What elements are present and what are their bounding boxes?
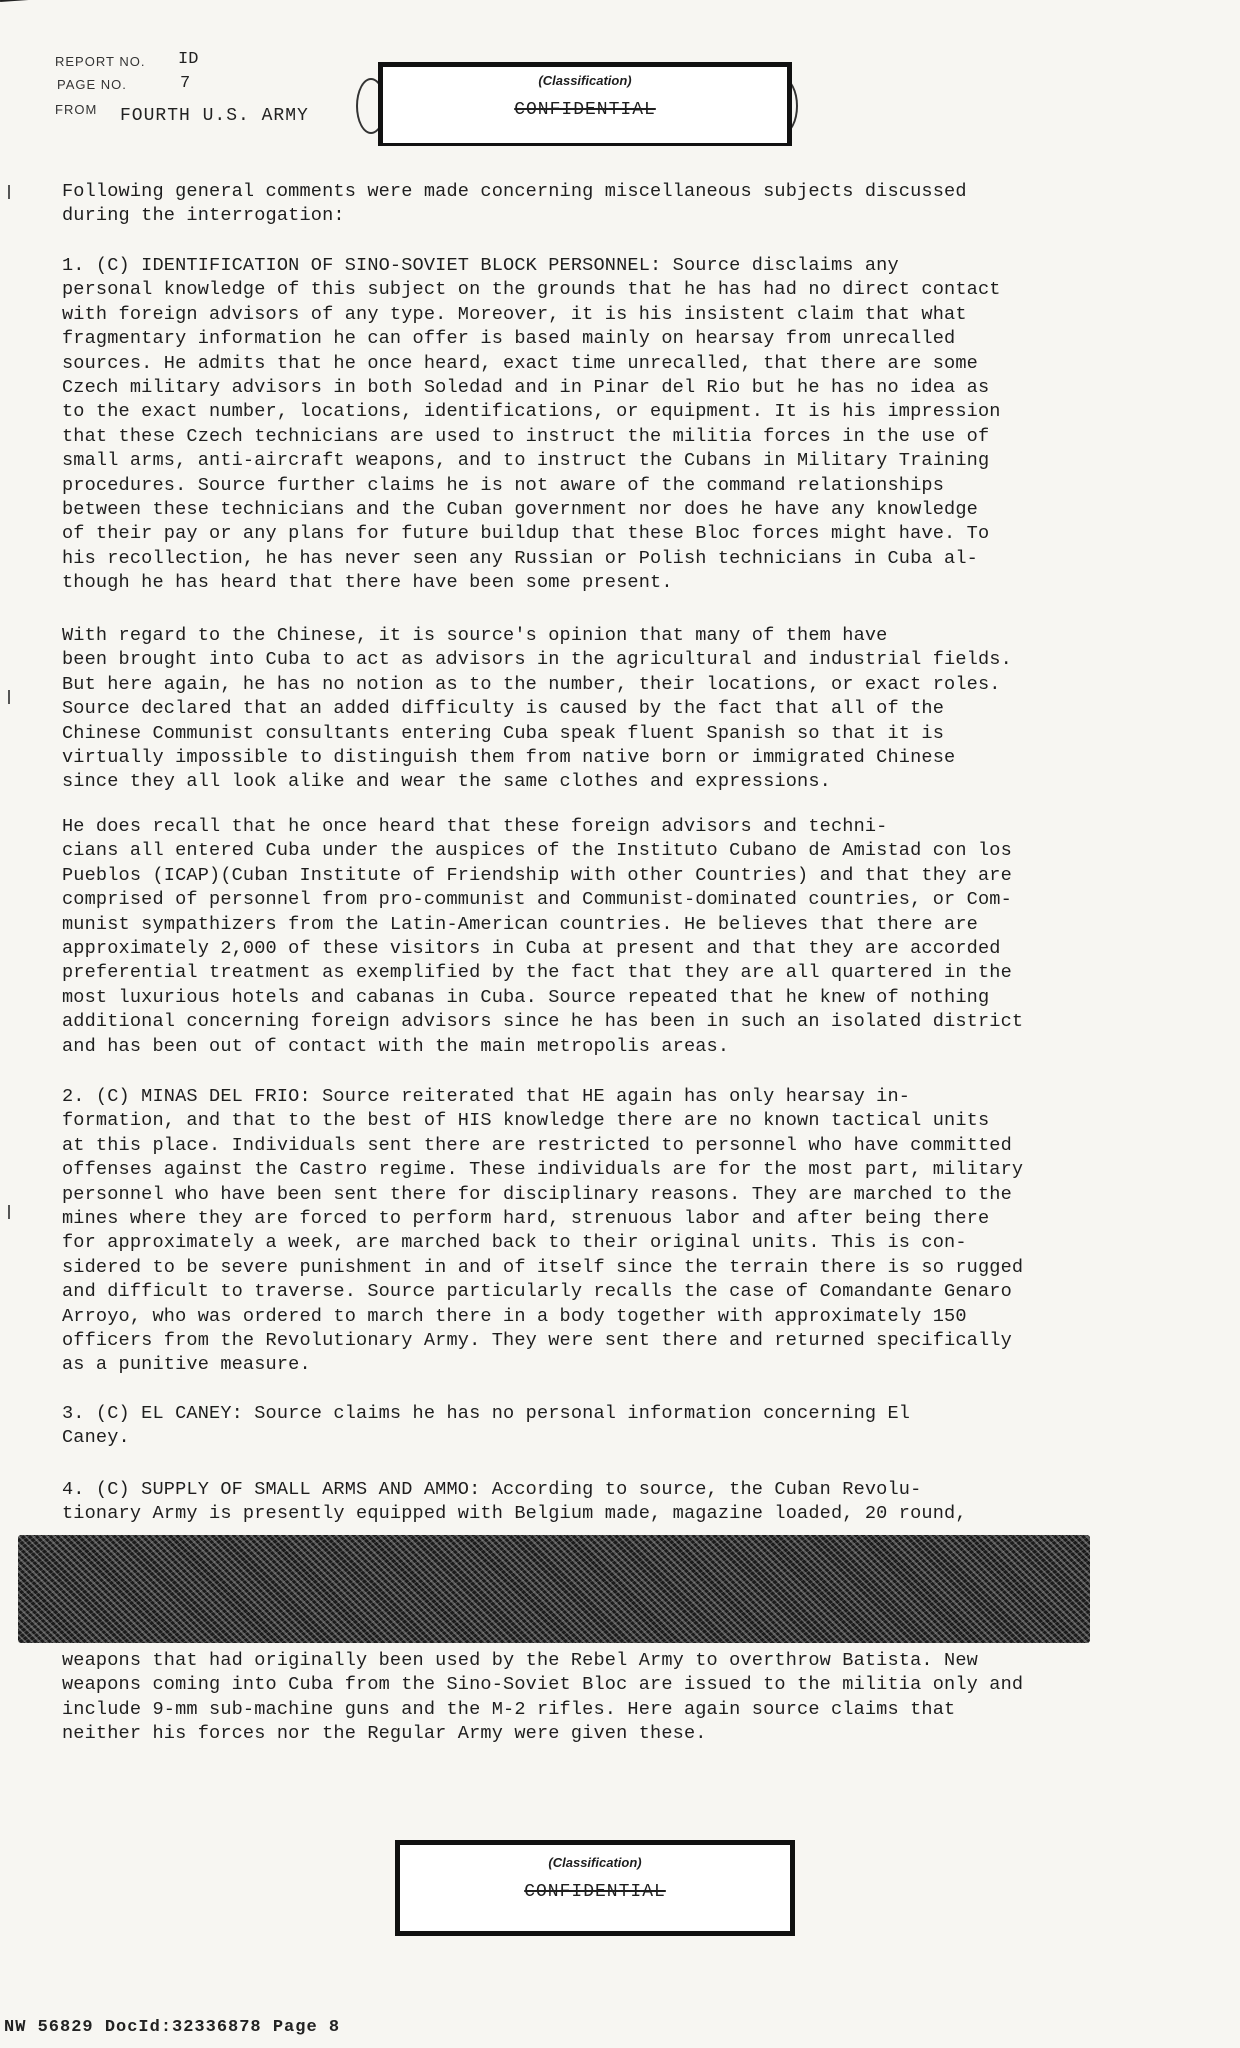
bottom-classification-box bbox=[395, 1840, 795, 1936]
classification-stamp: CONFIDENTIAL bbox=[514, 100, 656, 120]
report-no-label: REPORT NO. bbox=[55, 54, 146, 69]
section-3-paragraph: 3. (C) EL CANEY: Source claims he has no personal information concerning El Caney. bbox=[62, 1403, 911, 1449]
intro-paragraph: Following general comments were made concerning miscellaneous subjects discussed during the interrogation: bbox=[62, 181, 967, 227]
top-classification-box bbox=[378, 62, 792, 146]
page-no-label: PAGE NO. bbox=[57, 77, 127, 92]
classification-caption: (Classification) bbox=[538, 73, 632, 88]
classification-stamp: CONFIDENTIAL bbox=[524, 1882, 666, 1902]
scan-corner-mark bbox=[0, 0, 111, 20]
classification-caption: (Classification) bbox=[548, 1855, 642, 1870]
margin-mark bbox=[8, 185, 10, 199]
section-1-icap-paragraph: He does recall that he once heard that these foreign advisors and techni- cians all entered Cuba under the auspices of the Instituto Cubano de Amistad con los Pueblos (ICAP)(Cuban Institute of Friendship with other Countries) and that they are comprised of personnel from pro-communist and Communist-dominated countries, or Com- munist sympathizers from the Latin-American countries. He believes that there are approximately 2,000 of these visitors in Cuba at present and that they are accorded preferential treatment as exemplified by the fact that they are all quartered in the most luxurious hotels and cabanas in Cuba. Source repeated that he knew of nothing additional concerning foreign advisors since he has been in such an isolated district and has been out of contact with the main metropolis areas. bbox=[62, 816, 1024, 1057]
section-1-chinese-paragraph: With regard to the Chinese, it is source's opinion that many of them have been brought into Cuba to act as advisors in the agricultural and industrial fields. But here again, he has no notion as to the number, their locations, or exact roles. Source declared that an added difficulty is caused by the fact that all of the Chinese Communist consultants entering Cuba speak fluent Spanish so that it is virtually impossible to distinguish them from native born or immigrated Chinese since they all look alike and wear the same clothes and expressions. bbox=[62, 625, 1012, 793]
margin-mark bbox=[8, 690, 10, 704]
section-1-paragraph: 1. (C) IDENTIFICATION OF SINO-SOVIET BLOCK PERSONNEL: Source disclaims any personal knowledge of this subject on the grounds that he has had no direct contact with foreign advisors of any type. Moreover, it is his insistent claim that what fragmentary information he can offer is based mainly on hearsay from unrecalled sources. He admits that he once heard, exact time unrecalled, that there are some Czech military advisors in both Soledad and in Pinar del Rio but he has no idea as to the exact number, locations, identifications, or equipment. It is his impression that these Czech technicians are used to instruct the militia forces in the use of small arms, anti-aircraft weapons, and to instruct the Cubans in Military Training procedures. Source further claims he is not aware of the command relationships between these technicians and the Cuban government nor does he have any knowledge of their pay or any plans for future buildup that these Bloc forces might have. To his recollection, he has never seen any Russian or Polish technicians in Cuba al- though he has heard that there have been some present. bbox=[62, 255, 1001, 594]
margin-mark bbox=[8, 1205, 10, 1219]
section-2-paragraph: 2. (C) MINAS DEL FRIO: Source reiterated that HE again has only hearsay in- formation, and that to the best of HIS knowledge there are no known tactical units at this place. Individuals sent there are restricted to personnel who have committed offenses against the Castro regime. These individuals are for the most part, military personnel who have been sent there for disciplinary reasons. They are marched to the mines where they are forced to perform hard, strenuous labor and after being there for approximately a week, are marched back to their original units. This is con- sidered to be severe punishment in and of itself since the terrain there is so rugged and difficult to traverse. Source particularly recalls the case of Comandante Genaro Arroyo, who was ordered to march there in a body together with approximately 150 officers from the Revolutionary Army. They were sent there and returned specifically as a punitive measure. bbox=[62, 1086, 1024, 1376]
from-label: FROM bbox=[55, 102, 98, 117]
redaction-block bbox=[18, 1535, 1090, 1643]
section-4-paragraph: 4. (C) SUPPLY OF SMALL ARMS AND AMMO: According to source, the Cuban Revolu- tionary Army is presently equipped with Belgium made, magazine loaded, 20 round, weapons that had originally been used by the Rebel Army to overthrow Batista. New weapons coming into Cuba from the Sino-Soviet Bloc are issued to the militia only and include 9-mm sub-machine guns and the M-2 rifles. Here again source claims that neither his forces nor the Regular Army were given these. bbox=[62, 1479, 1024, 1745]
from-value: FOURTH U.S. ARMY bbox=[120, 106, 309, 126]
document-footer: NW 56829 DocId:32336878 Page 8 bbox=[4, 2018, 341, 2037]
page-no-value: 7 bbox=[180, 74, 191, 93]
report-no-value: ID bbox=[178, 50, 199, 69]
